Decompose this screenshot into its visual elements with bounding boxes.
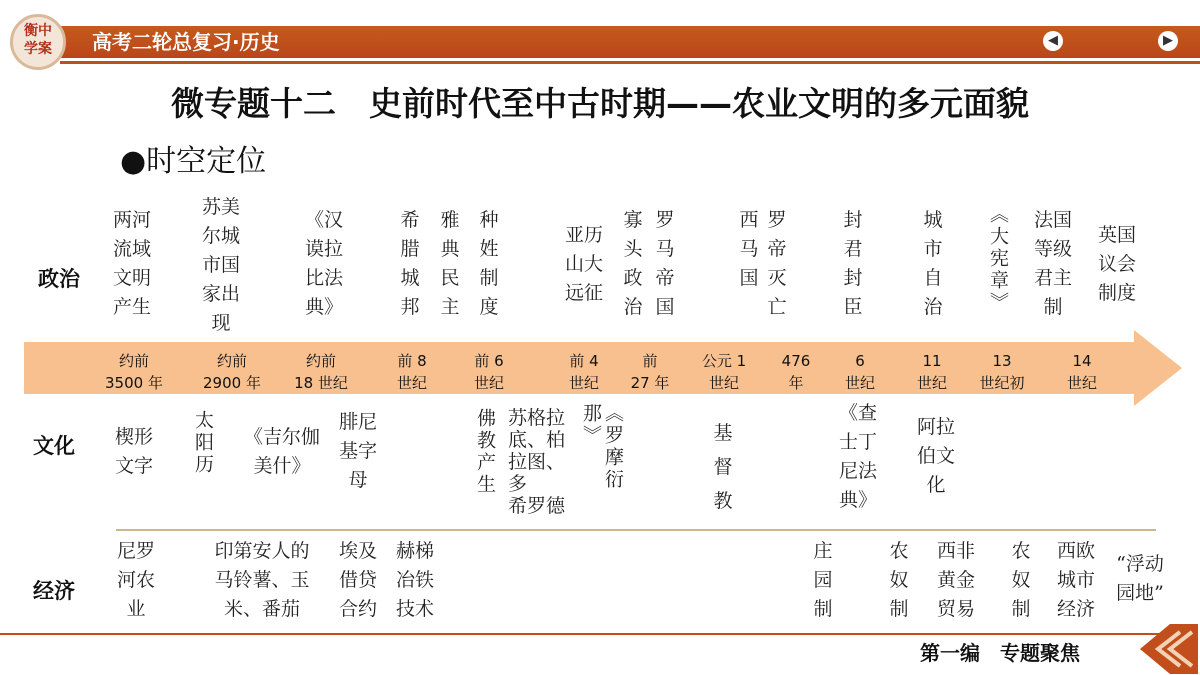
row-label-culture: 文化 — [33, 434, 75, 458]
economy-item: 西欧 城市 经济 — [1056, 540, 1095, 620]
header-divider — [60, 61, 1200, 64]
culture-line: 苏格拉 — [508, 407, 566, 429]
politics-item: 《汉 谟拉 比法 典》 — [304, 209, 343, 318]
culture-item: 产生 — [474, 452, 496, 496]
arrow-right-icon[interactable]: ▶ — [1158, 31, 1178, 51]
economy-item: 农 奴 制 — [889, 540, 909, 620]
timeline-tick: 11 世纪 — [916, 352, 947, 392]
timeline-tick: 约前 2900 年 — [203, 352, 261, 392]
culture-item: 腓尼 基字 母 — [338, 411, 377, 491]
culture-line: 底、柏 — [508, 429, 566, 451]
culture-item: 佛教 — [474, 408, 496, 452]
culture-line: 拉图、多 — [508, 451, 566, 495]
economy-item: “浮动 园地” — [1116, 553, 1164, 604]
politics-item: 寡 头 政 治 — [623, 209, 643, 318]
politics-item: 两河 流域 文明 产生 — [112, 209, 151, 318]
timeline-tick: 公元 1 世纪 — [701, 352, 747, 392]
culture-item: 太阳历 — [192, 410, 214, 476]
politics-item: 《大宪章》 — [987, 204, 1009, 314]
course-title: 高考二轮总复习·历史 — [92, 30, 280, 54]
timeline-tick: 约前 3500 年 — [105, 352, 163, 392]
politics-item: 封 君 封 臣 — [843, 209, 863, 318]
culture-item: 《查 士丁 尼法 典》 — [838, 402, 877, 511]
timeline-tick: 476 年 — [781, 352, 811, 392]
timeline-tick: 前 27 年 — [630, 352, 670, 392]
culture-item — [508, 407, 574, 517]
timeline-tick: 13 世纪初 — [979, 352, 1025, 392]
culture-item: 《罗摩衍那》 — [580, 403, 624, 491]
timeline-tick: 6 世纪 — [844, 352, 875, 392]
row-divider — [116, 529, 1156, 531]
economy-item: 西非 黄金 贸易 — [936, 540, 975, 620]
economy-item: 尼罗 河农 业 — [116, 540, 155, 620]
logo-text: 衡中 学案 — [24, 23, 52, 57]
politics-item: 雅 典 民 主 — [440, 209, 460, 318]
politics-item: 罗 马 帝 国 — [655, 209, 675, 318]
chevron-left-icon[interactable] — [1140, 624, 1198, 674]
culture-item: 阿拉 伯文 化 — [916, 416, 955, 496]
row-label-politics: 政治 — [38, 267, 80, 291]
politics-item: 亚历 山大 远征 — [564, 224, 603, 304]
economy-item: 农 奴 制 — [1011, 540, 1031, 620]
row-label-economy: 经济 — [33, 579, 75, 603]
culture-item: 基 督 教 — [713, 422, 733, 512]
timeline-tick: 14 世纪 — [1066, 352, 1097, 392]
politics-item: 苏美 尔城 市国 家出 现 — [201, 196, 240, 334]
arrow-left-icon[interactable]: ◀ — [1043, 31, 1063, 51]
timeline-tick: 前 6 世纪 — [473, 352, 504, 392]
politics-item: 希 腊 城 邦 — [400, 209, 420, 318]
economy-item: 印第安人的 马铃薯、玉 米、番茄 — [214, 540, 310, 620]
politics-item: 城 市 自 治 — [923, 209, 943, 318]
timeline-tick: 前 8 世纪 — [396, 352, 427, 392]
timeline-tick: 前 4 世纪 — [568, 352, 599, 392]
footer-divider — [0, 633, 1170, 635]
footer-section-label: 第一编 专题聚焦 — [920, 641, 1080, 665]
economy-item: 埃及 借贷 合约 — [338, 540, 377, 620]
politics-item: 罗 帝 灭 亡 — [767, 209, 787, 318]
economy-item: 赫梯 冶铁 技术 — [395, 540, 434, 620]
politics-item: 西 马 国 — [739, 209, 759, 289]
politics-item: 英国 议会 制度 — [1097, 224, 1136, 304]
politics-item: 法国 等级 君主 制 — [1033, 209, 1072, 318]
section-heading: ●时空定位 — [120, 144, 267, 179]
economy-item: 庄 园 制 — [813, 540, 833, 620]
culture-item: 楔形 文字 — [114, 426, 153, 477]
politics-item: 种 姓 制 度 — [479, 209, 499, 318]
timeline-tick: 约前 18 世纪 — [294, 352, 348, 392]
page-title: 微专题十二 史前时代至中古时期——农业文明的多元面貌 — [171, 84, 1029, 123]
culture-item: 《吉尔伽 美什》 — [243, 426, 320, 477]
culture-line: 希罗德 — [508, 495, 566, 517]
